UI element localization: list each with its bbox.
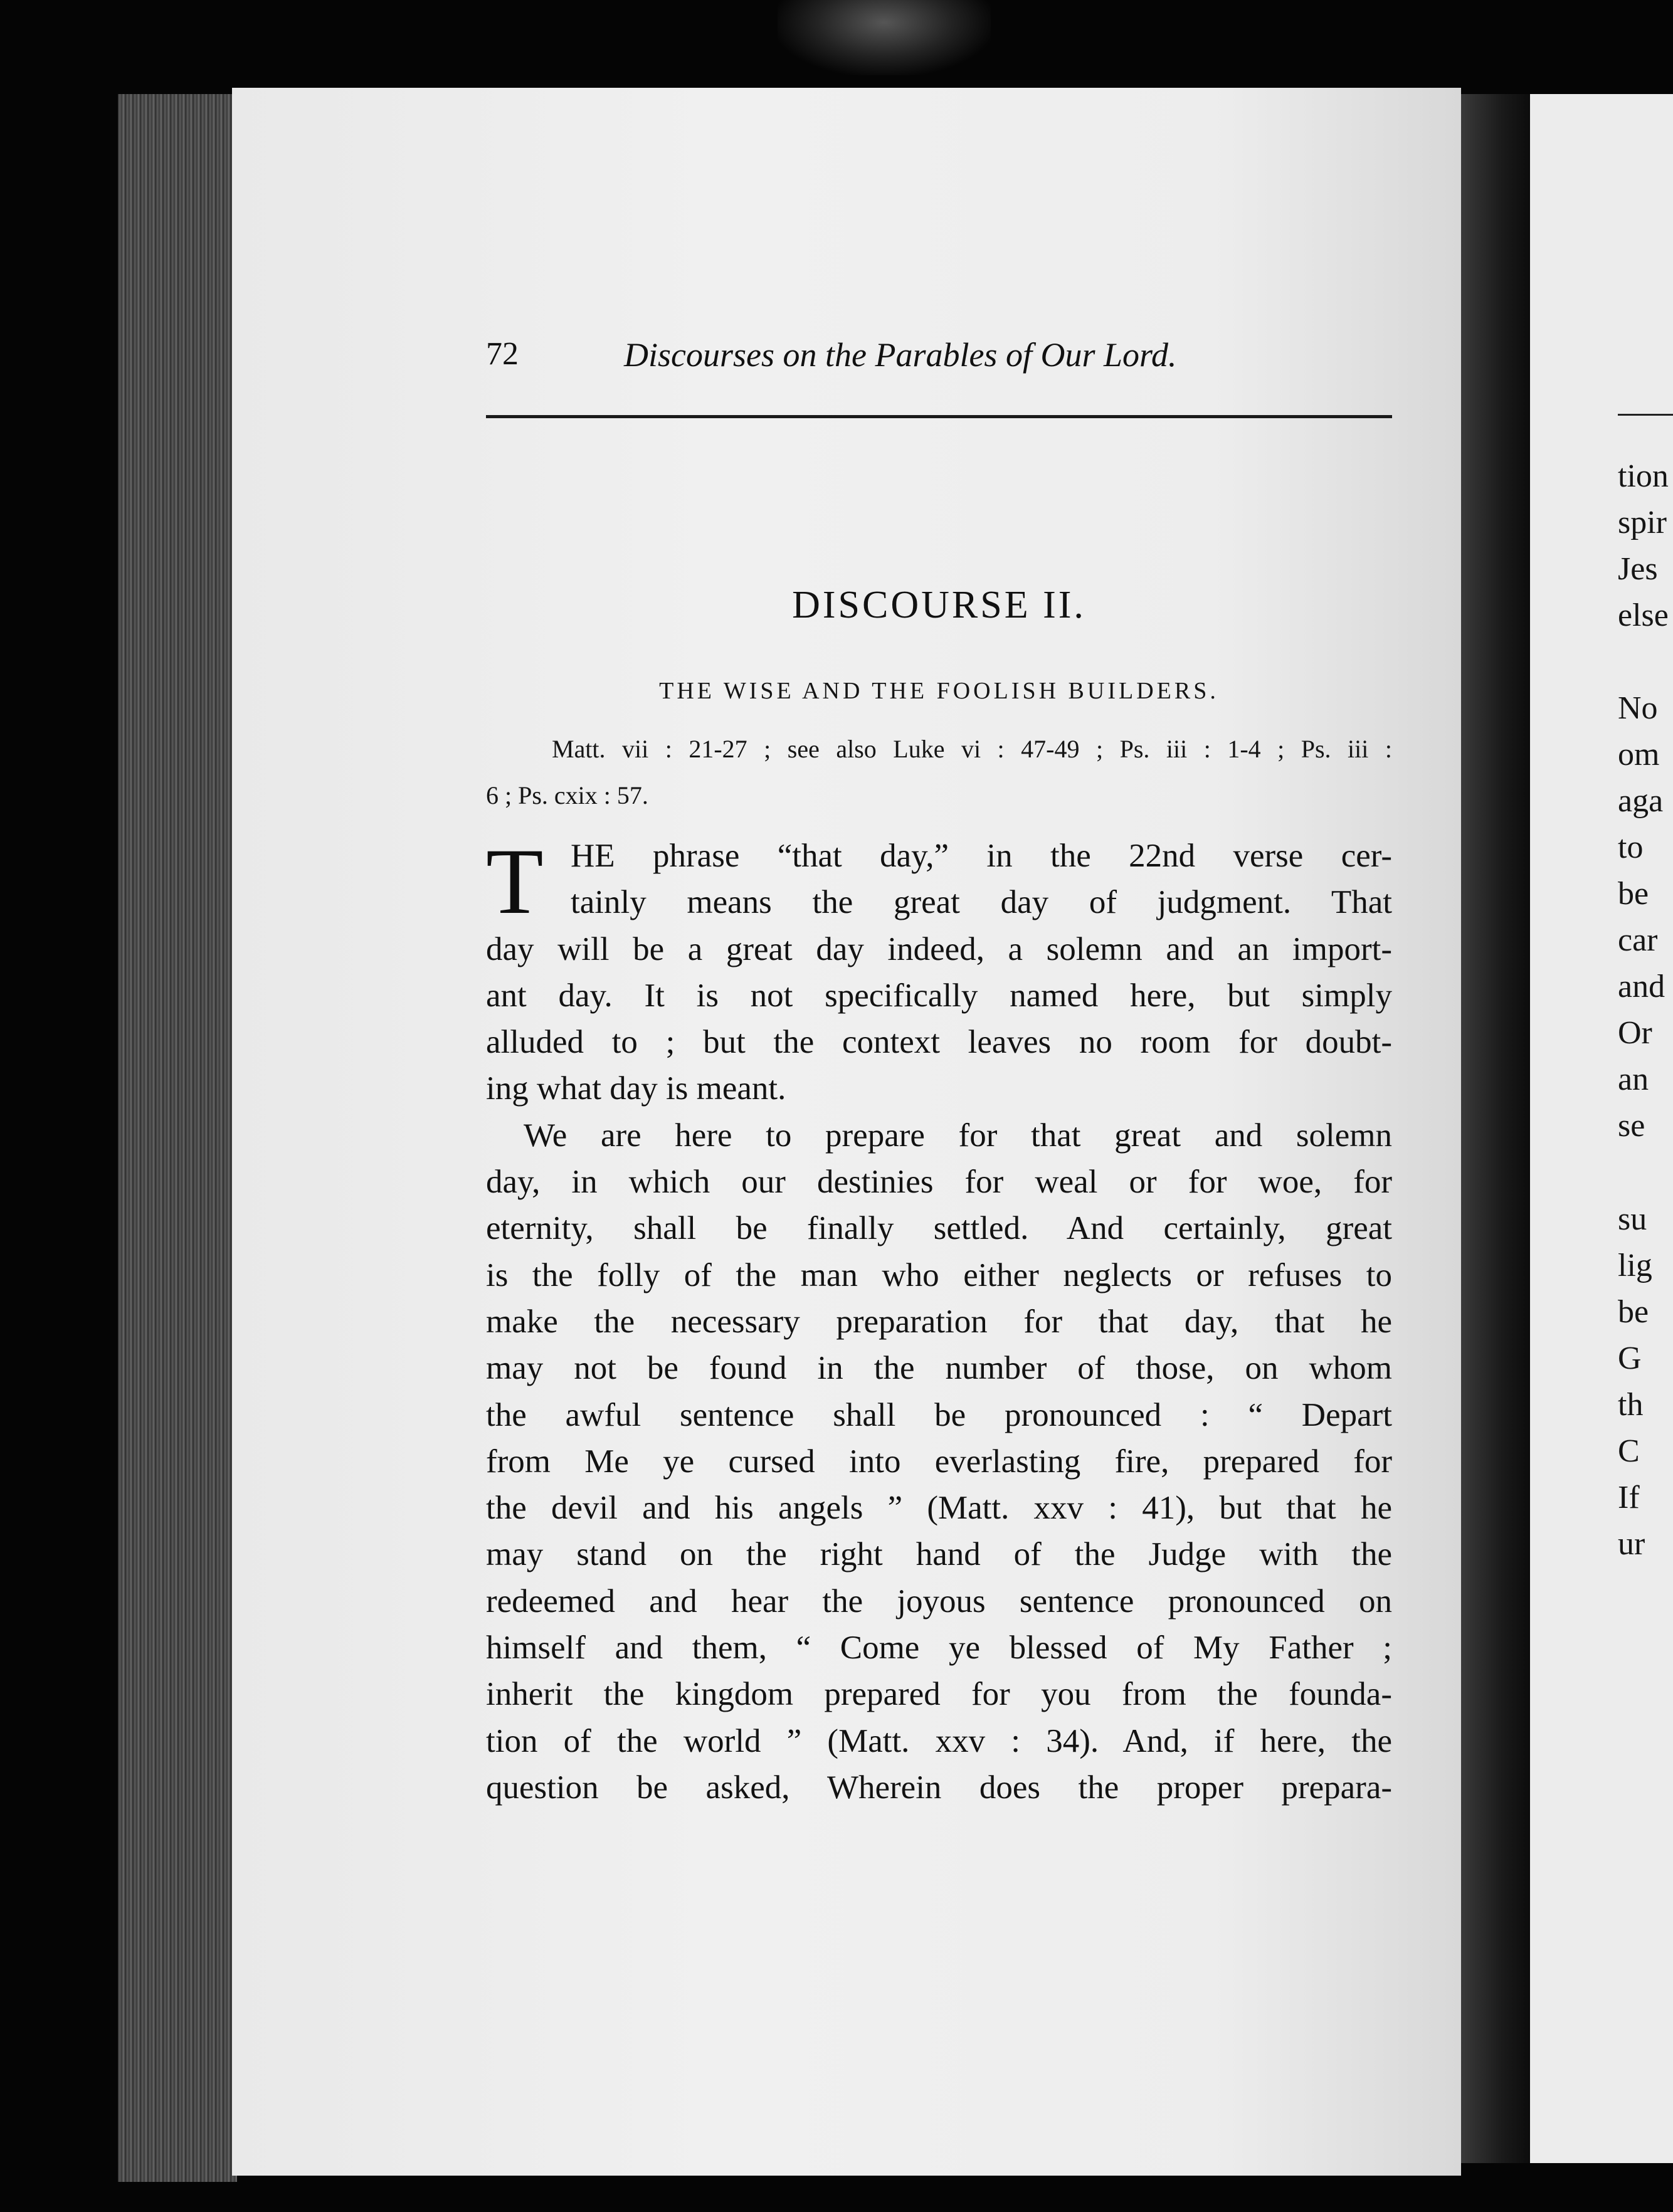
text-line: tainly means the great day of judgment. That xyxy=(571,884,1392,921)
facing-page-fragment: else xyxy=(1618,598,1669,633)
text-line: inherit the kingdom prepared for you from the founda- xyxy=(486,1676,1392,1713)
facing-page-fragment: car xyxy=(1618,922,1658,958)
references-line-1: Matt. vii : 21-27 ; see also Luke vi : 47-49 ; Ps. iii : 1-4 ; Ps. iii : xyxy=(552,735,1392,763)
text-line: may not be found in the number of those, on whom xyxy=(486,1350,1392,1387)
facing-page-fragment: aga xyxy=(1618,783,1664,819)
scan-background-noise xyxy=(778,0,991,75)
text-line: the devil and his angels ” (Matt. xxv : 41), but that he xyxy=(486,1490,1392,1527)
text-line: tion of the world ” (Matt. xxv : 34). And, if here, the xyxy=(486,1722,1392,1759)
book-gutter-shadow xyxy=(1461,94,1530,2163)
text-line: may stand on the right hand of the Judge with the xyxy=(486,1536,1392,1573)
text-line: alluded to ; but the context leaves no room for doubt- xyxy=(486,1024,1392,1061)
text-line: himself and them, “ Come ye blessed of My Father ; xyxy=(486,1630,1392,1667)
running-head xyxy=(486,335,1257,386)
facing-page-fragment: th xyxy=(1618,1387,1644,1423)
facing-page-fragment: tion xyxy=(1618,458,1669,494)
facing-page-fragment: be xyxy=(1618,876,1649,912)
facing-page-fragment: to xyxy=(1618,830,1644,865)
book-page-edges xyxy=(118,94,237,2182)
body-text xyxy=(486,830,1392,1811)
facing-page-fragment: and xyxy=(1618,969,1665,1004)
facing-page-fragment: If xyxy=(1618,1480,1640,1515)
facing-page-rule xyxy=(1618,414,1673,416)
facing-page-fragment: Or xyxy=(1618,1015,1652,1051)
running-title: Discourses on the Parables of Our Lord. xyxy=(624,336,1177,374)
text-line: redeemed and hear the joyous sentence pronounced on xyxy=(486,1583,1392,1620)
text-line: day will be a great day indeed, a solemn and an import- xyxy=(486,930,1392,967)
text-line: the awful sentence shall be pronounced : “ Depart xyxy=(486,1396,1392,1433)
facing-page-fragment: lig xyxy=(1618,1248,1652,1283)
header-rule xyxy=(486,415,1392,418)
text-line: We are here to prepare for that great and solemn xyxy=(524,1117,1392,1154)
facing-page xyxy=(1530,94,1673,2163)
facing-page-fragment: C xyxy=(1618,1433,1640,1469)
discourse-title: DISCOURSE II. xyxy=(792,584,1086,626)
text-line: HE phrase “that day,” in the 22nd verse cer- xyxy=(571,838,1392,874)
text-line: is the folly of the man who either neglects or refuses to xyxy=(486,1256,1392,1293)
facing-page-fragment: ur xyxy=(1618,1526,1645,1562)
facing-page-fragment: No xyxy=(1618,690,1658,726)
facing-page-fragment: se xyxy=(1618,1108,1645,1144)
text-line: ant day. It is not specifically named here, but simply xyxy=(486,977,1392,1014)
facing-page-fragment: G xyxy=(1618,1340,1642,1376)
text-line: make the necessary preparation for that day, that he xyxy=(486,1303,1392,1340)
text-line: ing what day is meant. xyxy=(486,1070,786,1107)
facing-page-fragment: be xyxy=(1618,1294,1649,1330)
facing-page-fragment: om xyxy=(1618,737,1660,772)
text-line: question be asked, Wherein does the proper prepara- xyxy=(486,1769,1392,1806)
text-line: eternity, shall be finally settled. And certainly, great xyxy=(486,1210,1392,1247)
drop-cap: T xyxy=(486,830,544,934)
text-line: from Me ye cursed into everlasting fire, prepared for xyxy=(486,1443,1392,1480)
page-number: 72 xyxy=(486,336,519,372)
references-line-2: 6 ; Ps. cxix : 57. xyxy=(486,781,648,809)
facing-page-fragment: su xyxy=(1618,1201,1647,1237)
text-line: day, in which our destinies for weal or for woe, for xyxy=(486,1164,1392,1201)
facing-page-fragment: spir xyxy=(1618,505,1667,540)
discourse-subtitle: THE WISE AND THE FOOLISH BUILDERS. xyxy=(659,678,1219,704)
facing-page-fragment: an xyxy=(1618,1061,1649,1097)
scripture-references xyxy=(486,726,1392,819)
facing-page-fragment: Jes xyxy=(1618,551,1658,587)
